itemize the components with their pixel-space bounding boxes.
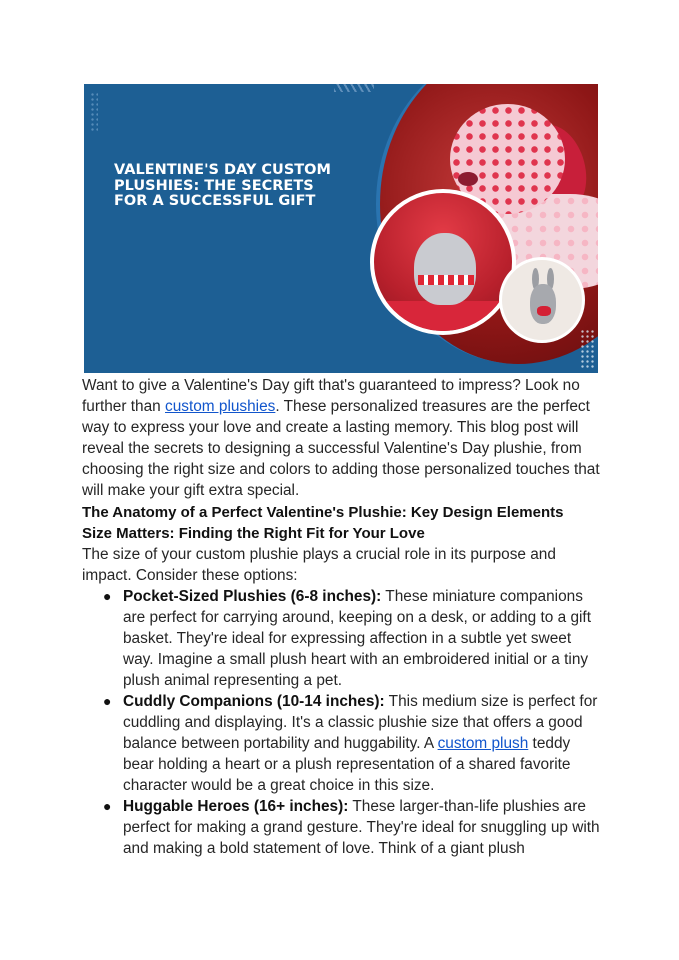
striped-scarf bbox=[418, 275, 474, 285]
intro-text: Want to give a Valentine's Day gift that's guaranteed to impress? Look no further than bbox=[82, 377, 580, 415]
hero-banner bbox=[84, 84, 598, 373]
list-item bbox=[82, 586, 602, 691]
dot-pattern-decoration bbox=[90, 92, 98, 132]
red-heart-floor bbox=[374, 301, 516, 335]
option-title: Cuddly Companions (10-14 inches): bbox=[123, 693, 385, 710]
option-description-continued: teddy bear holding a heart or a plush representation of a shared favorite character would be a great choice in this size. bbox=[123, 735, 571, 794]
stripe-decoration bbox=[334, 84, 374, 92]
intro-paragraph bbox=[82, 375, 602, 501]
heart-icon bbox=[537, 306, 551, 316]
list-item bbox=[82, 796, 602, 859]
seal-plushie bbox=[414, 233, 476, 305]
lead-paragraph: The size of your custom plushie plays a crucial role in its purpose and impact. Consider these options: bbox=[82, 546, 556, 584]
seal-plushie-photo bbox=[370, 189, 516, 335]
size-options-list bbox=[82, 586, 602, 859]
option-description: This medium size is perfect for cuddling and displaying. It's a classic plushie size that offers a good balance between portability and huggability. A bbox=[123, 693, 598, 752]
section-heading: The Anatomy of a Perfect Valentine's Plushie: Key Design Elements bbox=[82, 504, 564, 521]
bullet-icon: ● bbox=[103, 693, 112, 709]
option-title: Huggable Heroes (16+ inches): bbox=[123, 798, 349, 815]
subsection-heading: Size Matters: Finding the Right Fit for Your Love bbox=[82, 525, 425, 542]
option-description: These larger-than-life plushies are perfect for making a grand gesture. They're ideal for snuggling up with and making a bold statement of love. Think of a giant plush bbox=[123, 798, 600, 857]
list-item bbox=[82, 691, 602, 796]
banner-title: VALENTINE'S DAY CUSTOM PLUSHIES: THE SECRETS FOR A SUCCESSFUL GIFT bbox=[114, 162, 331, 209]
option-title: Pocket-Sized Plushies (6-8 inches): bbox=[123, 588, 382, 605]
custom-plush-link[interactable]: custom plush bbox=[437, 735, 529, 752]
option-description: These miniature companions are perfect for carrying around, keeping on a desk, or adding to a gift basket. They're ideal for expressing affection in a subtle yet sweet way. Imagine a small plush heart with an embroidered initial or a tiny plush animal representing a pet. bbox=[123, 588, 591, 689]
bunny-plushie-photo bbox=[499, 257, 585, 343]
bullet-icon: ● bbox=[103, 588, 112, 604]
bullet-icon: ● bbox=[103, 798, 112, 814]
custom-plushies-link[interactable]: custom plushies bbox=[165, 398, 276, 415]
intro-text-continued: . These personalized treasures are the perfect way to express your love and create a lasting memory. This blog post will reveal the secrets to designing a successful Valentine's Day plushie, from choosing the right size and colors to adding those personalized touches that will make your gift extra special. bbox=[82, 398, 600, 499]
puppy-nose bbox=[458, 172, 478, 186]
bunny-plushie bbox=[530, 284, 556, 324]
dot-pattern-decoration bbox=[580, 329, 594, 369]
